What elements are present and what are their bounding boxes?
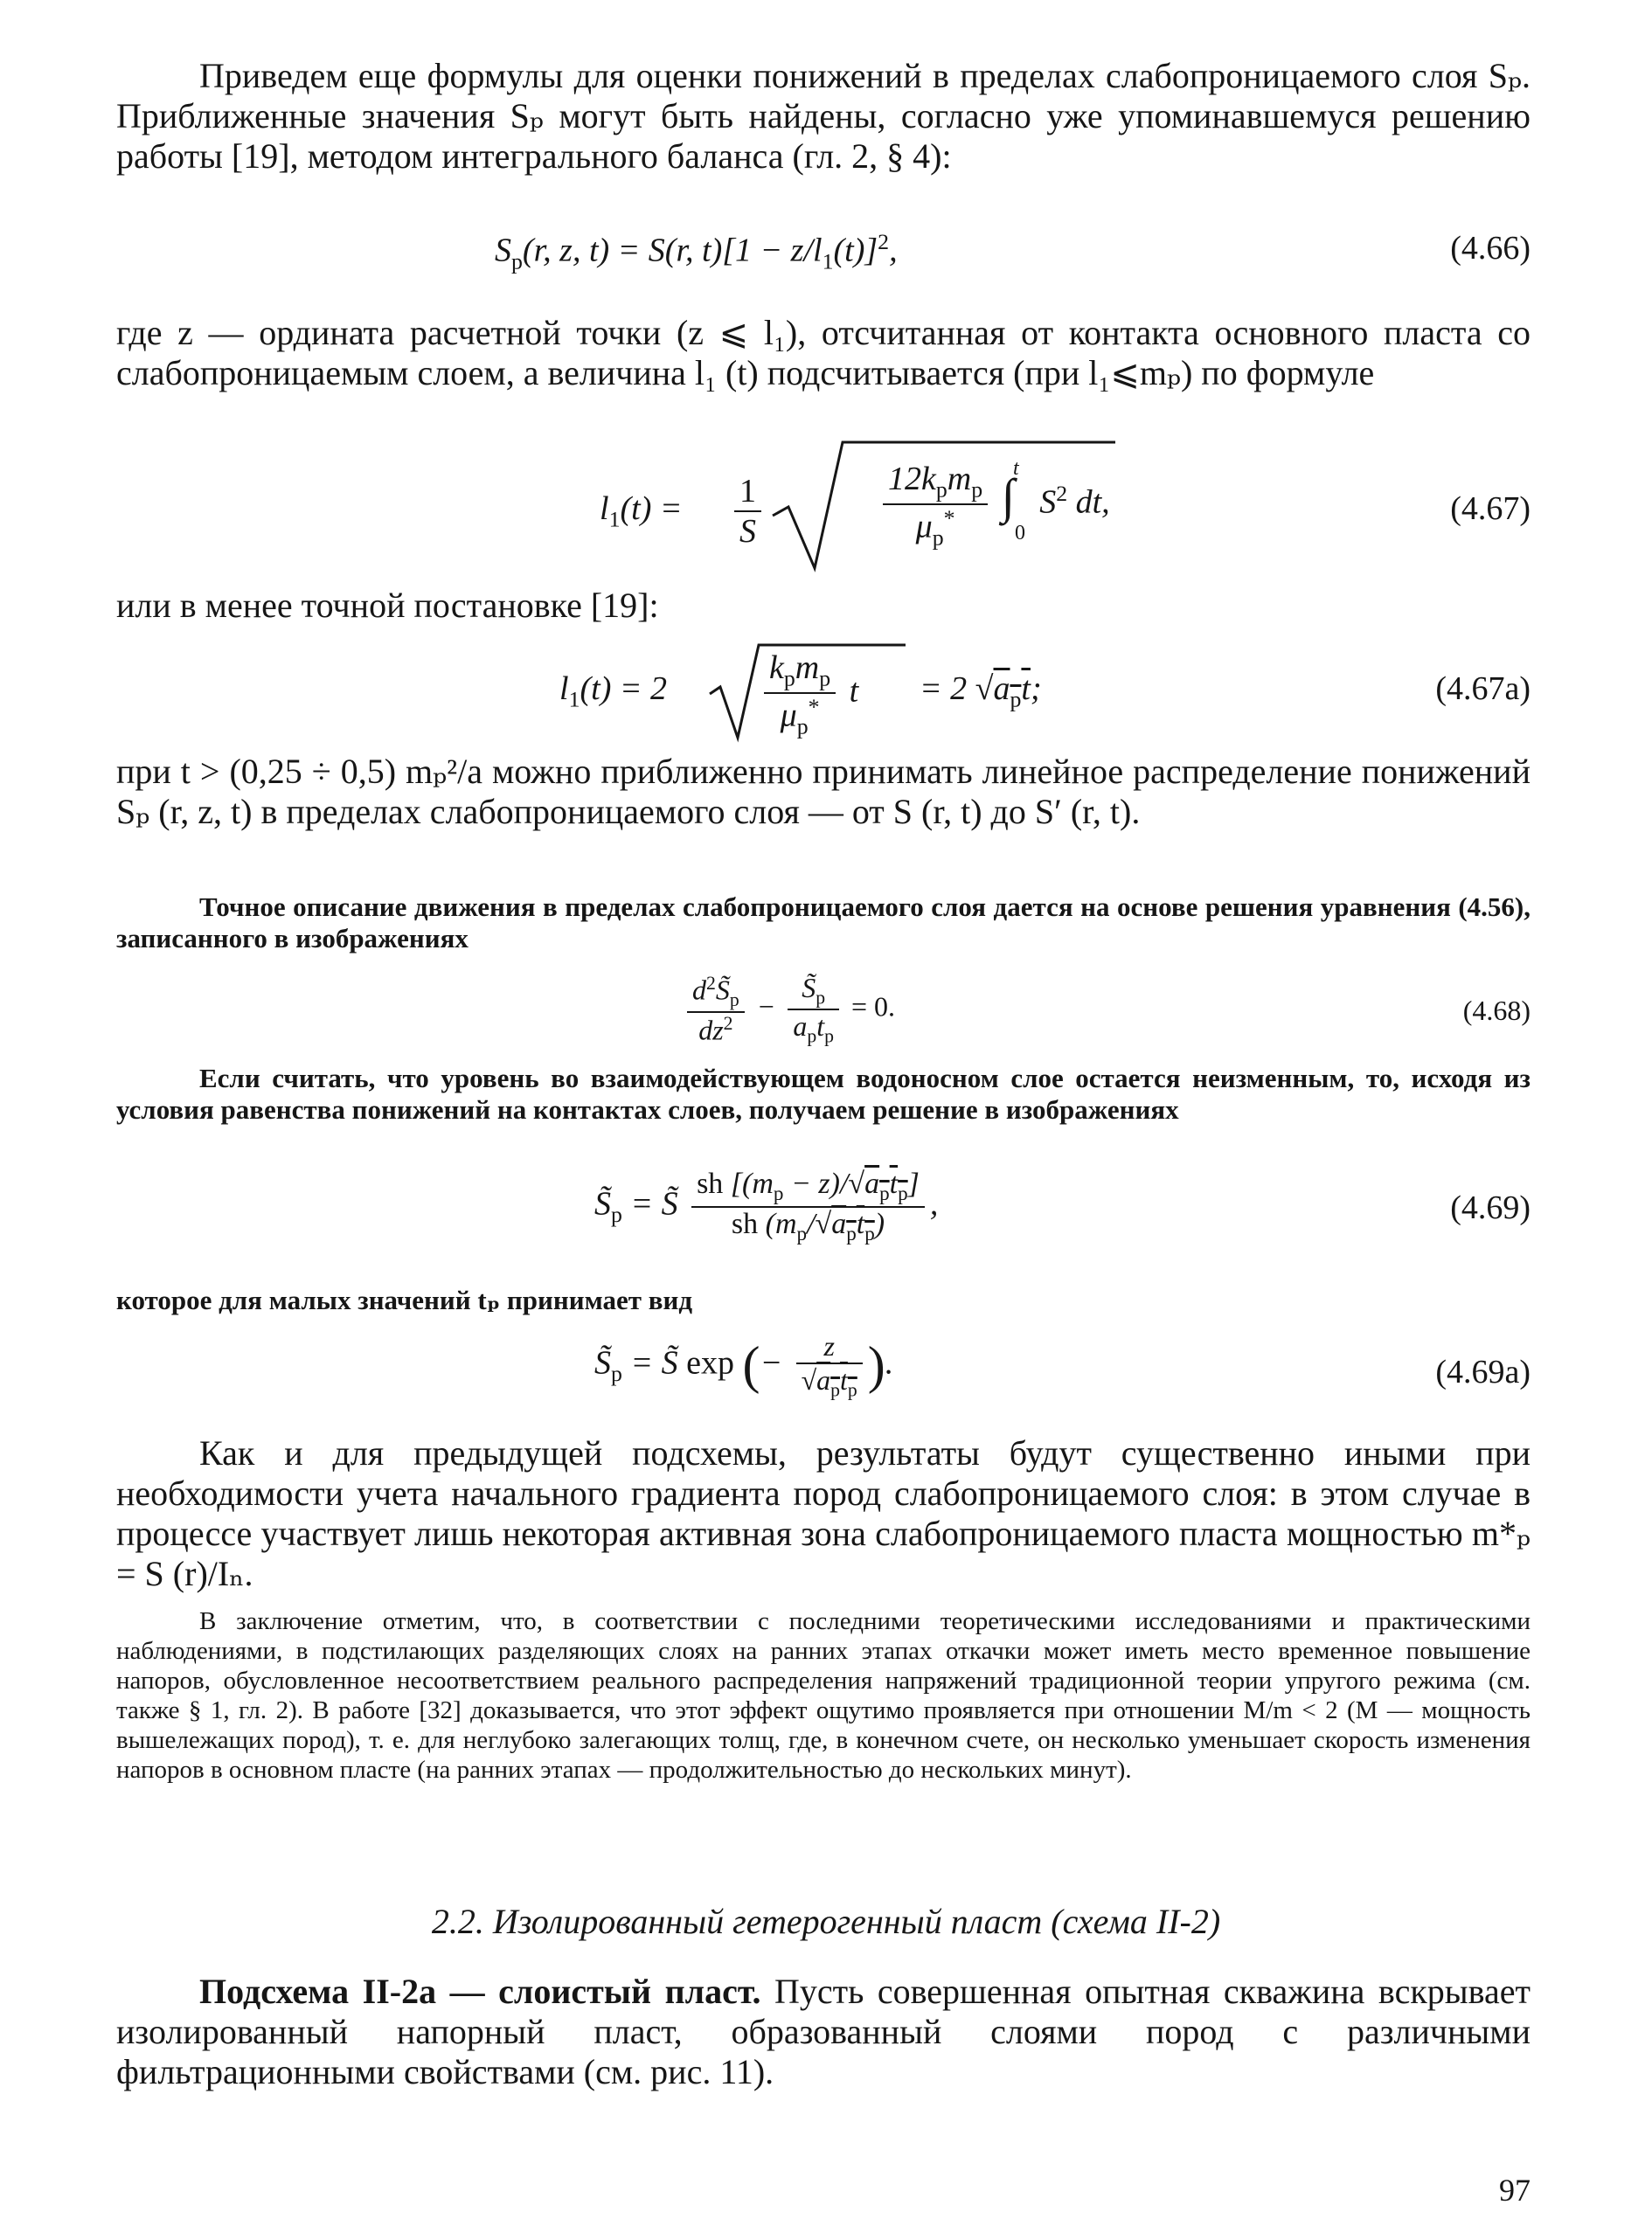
equation-radicand: $\frac{k_рm_р}{\mu_р^*}$ t — [759, 648, 858, 739]
paragraph-small-values — [116, 1285, 1531, 1316]
paragraph-less-exact — [116, 586, 1531, 626]
equation-number: (4.67) — [1450, 490, 1531, 527]
paragraph-text: Пусть совершенная опытная скважина вскрывает изолированный напорный пласт, образованный слоями пород с различными фильтрационными свойствами (см. рис. 11). — [116, 1972, 1531, 2091]
equation-fraction: $\frac{1}{S}$ — [729, 472, 767, 551]
equation-4-69 — [0, 1162, 1652, 1259]
equation-number: (4.68) — [1462, 995, 1531, 1026]
paragraph-if-assume — [116, 1063, 1531, 1126]
paragraph-text: Точное описание движения в пределах слабопроницаемого слоя дается на основе решения уравнения (4.56), записанного в изображениях — [116, 891, 1531, 953]
equation-4-66 — [0, 229, 1652, 273]
page-number: 97 — [1499, 2173, 1531, 2208]
equation-4-68 — [0, 972, 1652, 1051]
paragraph-text: Если считать, что уровень во взаимодействующем водоносном слое остается неизменным, то, исходя из условия равенства понижений на контактах слоев, получаем решение в изображениях — [116, 1063, 1531, 1125]
equation-number: (4.67а) — [1435, 670, 1531, 707]
paragraph-exact — [116, 891, 1531, 954]
equation-4-67 — [0, 437, 1652, 577]
equation-body: $S̃_р$ = S̃ $\frac{sh [(m_р - z)/√a_рt_р]}{sh (m_р/√a_рt_р)}$ , — [594, 1168, 939, 1245]
equation-body: $S̃_р$ = S̃ exp (− $\frac{z}{√a_рt_р}$ ). — [594, 1330, 894, 1401]
paragraph-initial-gradient — [116, 1433, 1531, 1594]
equation-rhs: = 2 $√a_рt$; — [920, 670, 1042, 712]
paragraph-text: Приведем еще формулы для оценки понижений в пределах слабопроницаемого слоя Sₚ. Приближенные значения Sₚ могут быть найдены, согласно уже упоминавшемуся решению работы [19], методом интегрального баланса (гл. 2, § 4): — [116, 56, 1531, 176]
paragraph-where — [116, 313, 1531, 393]
paragraph-conclusion — [116, 1606, 1531, 1785]
section-heading: 2.2. Изолированный гетерогенный пласт (схема II-2) — [431, 1902, 1221, 1941]
paragraph-linear — [116, 752, 1531, 832]
equation-4-67a — [0, 638, 1652, 743]
equation-number: (4.66) — [1450, 230, 1531, 267]
paragraph-subscheme — [116, 1972, 1531, 2092]
equation-body: $\frac{d^2S̃_р}{dz^2}$ − $\frac{S̃_р}{a_рt_р}$ = 0. — [682, 972, 895, 1048]
equation-radicand: $\frac{12k_рm_р}{\mu_р^*}$ $\int_0^t$ $S^2$ dt, — [878, 460, 1110, 551]
equation-number: (4.69а) — [1435, 1354, 1531, 1390]
equation-number: (4.69) — [1450, 1189, 1531, 1226]
equation-4-69a — [0, 1328, 1652, 1416]
equation-lhs: $l_1(t) = 2$ — [559, 670, 667, 712]
paragraph-text: или в менее точной постановке [19]: — [116, 586, 659, 625]
equation-lhs: $l_1(t)$ = — [600, 490, 683, 532]
subscheme-title: Подсхема II-2а — слоистый пласт. — [199, 1972, 761, 2011]
paragraph-text: где z — ордината расчетной точки (z ⩽ l₁), отсчитанная от контакта основного пласта со слабопроницаемым слоем, а величина l₁ (t) подсчитывается (при l₁⩽mₚ) по формуле — [116, 313, 1531, 392]
equation-body: $S_р(r$, z, t) = S(r, $t)[1 - z/l_1(t)]^2$, — [495, 229, 898, 274]
paragraph-intro — [116, 56, 1531, 177]
paragraph-text: которое для малых значений tₚ принимает вид — [116, 1285, 693, 1315]
paragraph-text: Как и для предыдущей подсхемы, результаты будут существенно иными при необходимости учета начального градиента пород слабопроницаемого слоя: в этом случае в процессе участвует лишь некоторая активная зона слабопроницаемого пласта мощностью m*ₚ = S (r)/Iₙ. — [116, 1433, 1531, 1593]
paragraph-text: В заключение отметим, что, в соответствии с последними теоретическими исследованиями и практическими наблюдениями, в подстилающих разделяющих слоях на ранних этапах откачки может иметь место временное повышение напоров, обусловленное несоответствием реального распределения напряжений традиционной теории упругого режима (см. также § 1, гл. 2). В работе [32] доказывается, что этот эффект ощутимо проявляется при отношении M/m < 2 (M — мощность вышележащих пород), т. е. для неглубоко залегающих толщ, где, в конечном счете, он несколько уменьшает скорость изменения напоров в основном пласте (на ранних этапах — продолжительностью до нескольких минут). — [116, 1607, 1531, 1784]
paragraph-text: при t > (0,25 ÷ 0,5) mₚ²/a можно приближенно принимать линейное распределение понижений Sₚ (r, z, t) в пределах слабопроницаемого слоя — от S (r, t) до S′ (r, t). — [116, 752, 1531, 831]
